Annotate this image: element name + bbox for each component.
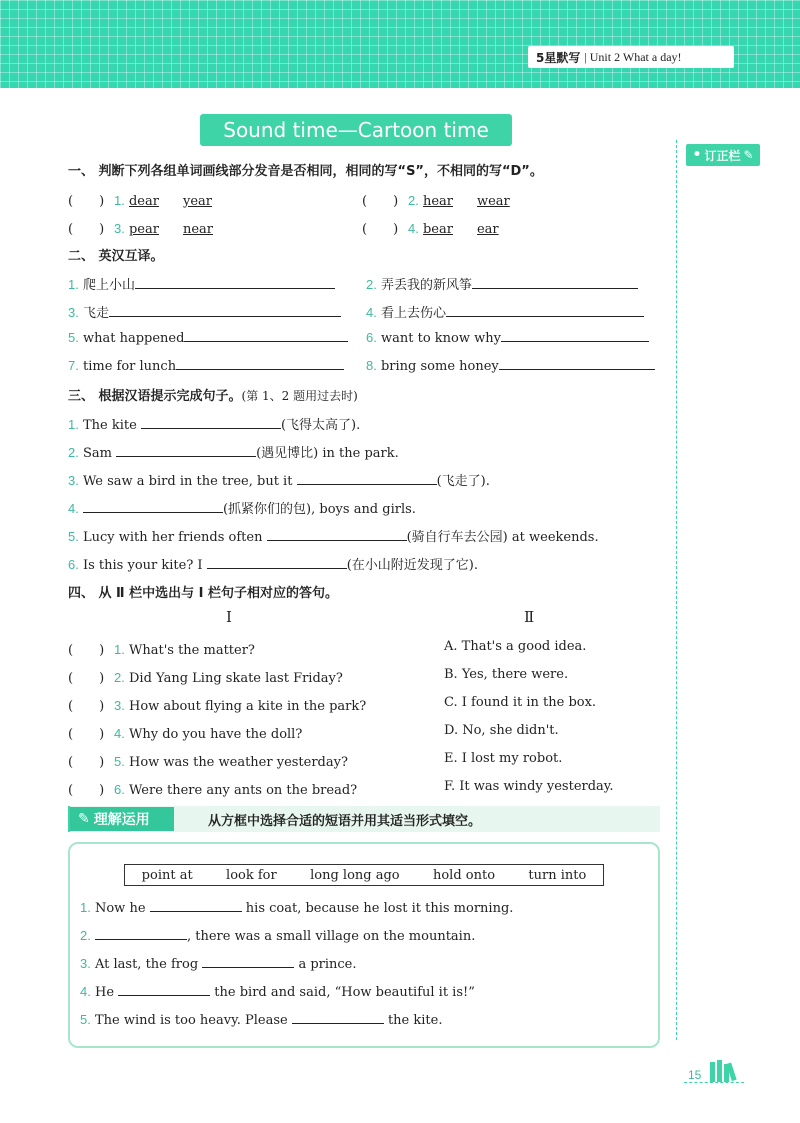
- item-text: Sam: [82, 446, 117, 461]
- comprehension-tag: [70, 807, 174, 831]
- word: bear: [422, 222, 453, 237]
- word-bank-item: turn into: [528, 867, 587, 883]
- answer-blank[interactable]: [116, 445, 256, 457]
- item-number: 1.: [68, 277, 79, 292]
- page-number: 15: [688, 1068, 702, 1082]
- answer-paren[interactable]: ( ): [68, 755, 105, 770]
- item-text: want to know why: [380, 331, 501, 346]
- item-number: 2.: [408, 193, 419, 208]
- part3-item-2: [68, 442, 399, 461]
- item-number: 4.: [366, 305, 377, 320]
- item-number: 2.: [68, 445, 79, 460]
- header-tab: [528, 46, 734, 68]
- answer-blank[interactable]: [472, 277, 638, 289]
- answer-paren[interactable]: ( ): [362, 194, 399, 209]
- part1-item-4: [362, 218, 531, 237]
- item-hint: (飞走了).: [436, 474, 490, 489]
- word: ear: [476, 222, 499, 237]
- item-text: We saw a bird in the tree, but it: [82, 474, 297, 489]
- item-number: 7.: [68, 358, 79, 373]
- part3-item-1: [68, 414, 360, 433]
- word-bank-item: look for: [226, 867, 277, 883]
- answer-blank[interactable]: [135, 277, 335, 289]
- item-text: How was the weather yesterday?: [128, 755, 348, 770]
- item-number: 4.: [80, 984, 91, 999]
- item-text: He: [94, 985, 119, 1000]
- part2-item-4: [366, 302, 644, 321]
- item-number: 2.: [80, 928, 91, 943]
- answer-paren[interactable]: ( ): [68, 671, 105, 686]
- part2-item-6: [366, 330, 649, 346]
- part4-left-6: [68, 779, 357, 798]
- answer-blank[interactable]: [83, 501, 223, 513]
- answer-blank[interactable]: [446, 305, 644, 317]
- answer-blank[interactable]: [141, 417, 281, 429]
- item-number: 3.: [68, 305, 79, 320]
- item-hint: (飞得太高了).: [280, 418, 361, 433]
- pencil-icon: ✎: [743, 148, 754, 162]
- bullet-icon: •: [692, 147, 702, 163]
- item-text: his coat, because he lost it this morning.: [241, 901, 514, 916]
- item-hint: (骑自行车去公园) at weekends.: [406, 530, 599, 545]
- part4-right-e: E. I lost my robot.: [444, 751, 563, 766]
- word-bank-item: point at: [141, 867, 193, 883]
- answer-paren[interactable]: ( ): [68, 194, 105, 209]
- comp-item-2: [80, 928, 475, 944]
- part2-item-3: [68, 302, 341, 321]
- answer-blank[interactable]: [292, 1012, 384, 1024]
- item-number: 3.: [68, 473, 79, 488]
- item-hint: (在小山附近发现了它).: [346, 558, 478, 573]
- answer-paren[interactable]: ( ): [68, 783, 105, 798]
- part4-right-b: B. Yes, there were.: [444, 667, 569, 682]
- answer-paren[interactable]: ( ): [68, 222, 105, 237]
- note-icon: ✎: [78, 811, 90, 827]
- word-bank-item: long long ago: [310, 867, 400, 883]
- item-number: 3.: [114, 698, 125, 713]
- item-number: 5.: [68, 529, 79, 544]
- comprehension-tag-label: 理解运用: [93, 812, 150, 828]
- item-number: 3.: [80, 956, 91, 971]
- part4-right-d: D. No, she didn't.: [444, 723, 559, 738]
- item-text: Is this your kite? I: [82, 558, 207, 573]
- item-number: 1.: [68, 417, 79, 432]
- item-number: 4.: [114, 726, 125, 741]
- item-number: 4.: [408, 221, 419, 236]
- part3-item-5: [68, 526, 599, 545]
- answer-paren[interactable]: ( ): [68, 643, 105, 658]
- item-text: The kite: [82, 418, 141, 433]
- part2-item-1: [68, 274, 335, 293]
- item-number: 4.: [68, 501, 79, 516]
- item-text: Lucy with her friends often: [82, 530, 267, 545]
- part3-heading-text: 三、 根据汉语提示完成句子。: [68, 389, 242, 404]
- answer-blank[interactable]: [202, 956, 294, 968]
- item-hint: (抓紧你们的包), boys and girls.: [222, 502, 416, 517]
- answer-blank[interactable]: [267, 529, 407, 541]
- item-text: bring some honey: [380, 359, 499, 374]
- answer-blank[interactable]: [184, 330, 348, 342]
- answer-blank[interactable]: [150, 900, 242, 912]
- item-number: 3.: [114, 221, 125, 236]
- answer-blank[interactable]: [109, 305, 341, 317]
- part2-heading: 二、 英汉互译。: [68, 249, 164, 264]
- part4-left-5: [68, 751, 348, 770]
- part4-left-3: [68, 695, 366, 714]
- word: dear: [128, 194, 159, 209]
- answer-blank[interactable]: [501, 330, 649, 342]
- item-text: the bird and said, “How beautiful it is!”: [210, 985, 475, 1000]
- correction-label: 订正栏: [704, 148, 741, 163]
- part1-heading: 一、 判断下列各组单词画线部分发音是否相同，相同的写“S”，不相同的写“D”。: [68, 164, 543, 179]
- column-2-header: Ⅱ: [524, 608, 535, 626]
- item-text: Did Yang Ling skate last Friday?: [128, 671, 343, 686]
- header-brand: 5星默写: [536, 50, 581, 65]
- part2-item-2: [366, 274, 638, 293]
- header-unit: | Unit 2 What a day!: [584, 49, 682, 64]
- correction-column-label: [686, 144, 760, 166]
- footer-divider: [684, 1082, 744, 1083]
- part1-item-2: [362, 190, 531, 209]
- item-text: Were there any ants on the bread?: [128, 783, 358, 798]
- part4-right-c: C. I found it in the box.: [444, 695, 597, 710]
- word-bank: [124, 864, 604, 886]
- item-number: 6.: [68, 557, 79, 572]
- margin-divider: [676, 140, 677, 1040]
- part4-right-f: F. It was windy yesterday.: [444, 779, 614, 794]
- books-icon: [708, 1058, 738, 1082]
- item-number: 1.: [114, 193, 125, 208]
- answer-blank[interactable]: [499, 358, 655, 370]
- part4-left-2: [68, 667, 343, 686]
- answer-blank[interactable]: [95, 928, 187, 940]
- item-number: 2.: [366, 277, 377, 292]
- section-title: Sound time—Cartoon time: [200, 114, 512, 146]
- part4-right-a: A. That's a good idea.: [444, 639, 587, 654]
- part2-item-7: [68, 358, 344, 374]
- item-number: 6.: [114, 782, 125, 797]
- part4-left-1: [68, 639, 255, 658]
- part2-item-8: [366, 358, 655, 374]
- header-band: [0, 0, 800, 88]
- answer-blank[interactable]: [297, 473, 437, 485]
- part3-heading: [68, 385, 358, 404]
- item-text: 爬上小山: [82, 278, 135, 293]
- item-text: The wind is too heavy. Please: [94, 1013, 292, 1028]
- part4-left-4: [68, 723, 302, 742]
- answer-paren[interactable]: ( ): [68, 727, 105, 742]
- item-number: 1.: [114, 642, 125, 657]
- item-number: 5.: [114, 754, 125, 769]
- item-number: 1.: [80, 900, 91, 915]
- part1-item-3: [68, 218, 237, 237]
- item-text: the kite.: [383, 1013, 443, 1028]
- item-text: time for lunch: [82, 359, 177, 374]
- word-bank-item: hold onto: [432, 867, 496, 883]
- item-text: what happened: [82, 331, 185, 346]
- part3-item-3: [68, 470, 490, 489]
- word: hear: [422, 194, 454, 209]
- word: year: [182, 194, 212, 209]
- item-number: 2.: [114, 670, 125, 685]
- word: wear: [476, 194, 510, 209]
- column-1-header: Ⅰ: [226, 608, 232, 626]
- item-text: What's the matter?: [128, 643, 255, 658]
- part3-heading-note: (第 1、2 题用过去时): [241, 389, 358, 403]
- comp-item-1: [80, 900, 513, 916]
- answer-blank[interactable]: [176, 358, 344, 370]
- item-text: Now he: [94, 901, 150, 916]
- comp-item-3: [80, 956, 357, 972]
- answer-paren[interactable]: ( ): [362, 222, 399, 237]
- part1-item-1: [68, 190, 237, 209]
- item-text: At last, the frog: [94, 957, 203, 972]
- part3-item-6: [68, 554, 478, 573]
- item-number: 5.: [80, 1012, 91, 1027]
- item-text: a prince.: [294, 957, 357, 972]
- item-text: 看上去伤心: [380, 306, 446, 321]
- item-number: 6.: [366, 330, 377, 345]
- item-text: , there was a small village on the mountain.: [186, 929, 476, 944]
- answer-paren[interactable]: ( ): [68, 699, 105, 714]
- answer-blank[interactable]: [207, 557, 347, 569]
- part2-item-5: [68, 330, 348, 346]
- item-text: 飞走: [82, 306, 109, 321]
- item-text: How about flying a kite in the park?: [128, 699, 367, 714]
- word: pear: [128, 222, 159, 237]
- item-number: 8.: [366, 358, 377, 373]
- item-text: 弄丢我的新风筝: [380, 278, 472, 293]
- item-text: Why do you have the doll?: [128, 727, 303, 742]
- word: near: [182, 222, 214, 237]
- answer-blank[interactable]: [118, 984, 210, 996]
- item-hint: (遇见博比) in the park.: [256, 446, 399, 461]
- comprehension-instruction: 从方框中选择合适的短语并用其适当形式填空。: [208, 814, 482, 829]
- comp-item-4: [80, 984, 475, 1000]
- part4-heading: 四、 从 Ⅱ 栏中选出与 Ⅰ 栏句子相对应的答句。: [68, 586, 339, 601]
- item-number: 5.: [68, 330, 79, 345]
- part3-item-4: [68, 498, 416, 517]
- comp-item-5: [80, 1012, 442, 1028]
